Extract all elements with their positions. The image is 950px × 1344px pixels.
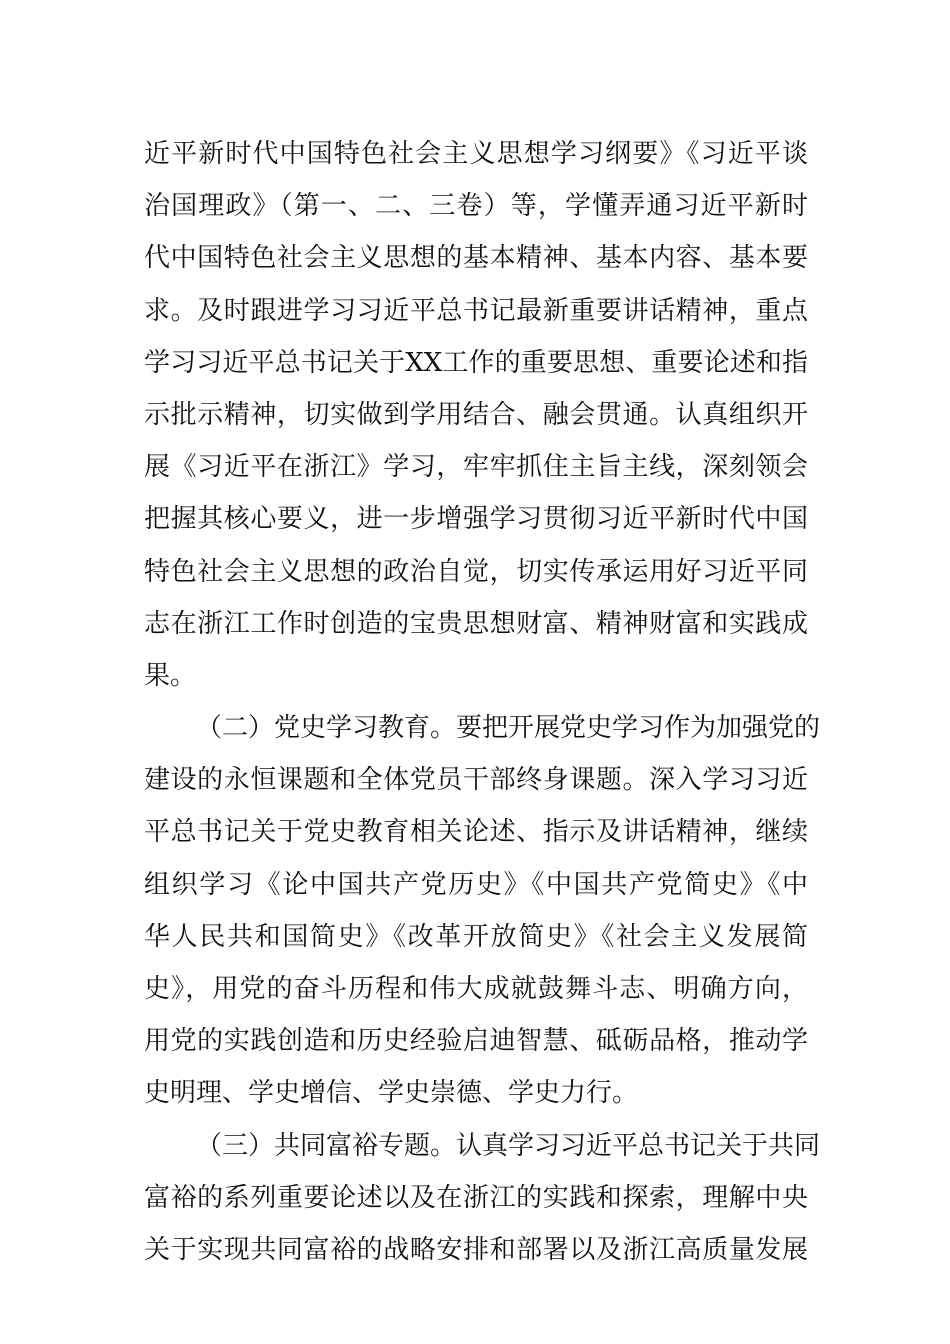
text-line: 学习习近平总书记关于XX工作的重要思想、重要论述和指: [144, 347, 808, 378]
text-line: 治国理政》（第一、二、三卷）等，学懂弄通习近平新时: [144, 191, 808, 222]
text-line: 代中国特色社会主义思想的基本精神、基本内容、基本要: [144, 243, 808, 274]
text-line: 近平新时代中国特色社会主义思想学习纲要》《习近平谈: [144, 139, 808, 169]
text-line: 把握其核心要义，进一步增强学习贯彻习近平新时代中国: [144, 504, 808, 535]
text-line: 华人民共和国简史》《改革开放简史》《社会主义发展简: [144, 921, 808, 952]
text-line: 建设的永恒课题和全体党员干部终身课题。深入学习习近: [144, 765, 808, 796]
body-text: [144, 128, 821, 1276]
text-line: 平总书记关于党史教育相关论述、指示及讲话精神，继续: [144, 817, 808, 848]
text-line: 史明理、学史增信、学史崇德、学史力行。: [144, 1078, 639, 1109]
section-heading-line: （三）共同富裕专题。认真学习习近平总书记关于共同: [196, 1130, 821, 1161]
text-line: 果。: [144, 660, 197, 691]
text-line: 组织学习《论中国共产党历史》《中国共产党简史》《中: [144, 869, 808, 900]
text-line: 史》，用党的奋斗历程和伟大成就鼓舞斗志、明确方向，: [144, 974, 808, 1004]
text-line: 用党的实践创造和历史经验启迪智慧、砥砺品格，推动学: [144, 1026, 808, 1057]
text-line: 求。及时跟进学习习近平总书记最新重要讲话精神，重点: [144, 295, 808, 326]
text-line: 示批示精神，切实做到学用结合、融会贯通。认真组织开: [144, 399, 808, 430]
text-line: 富裕的系列重要论述以及在浙江的实践和探索，理解中央: [144, 1182, 808, 1213]
text-line: 关于实现共同富裕的战略安排和部署以及浙江高质量发展: [144, 1234, 808, 1265]
text-line: 志在浙江工作时创造的宝贵思想财富、精神财富和实践成: [144, 608, 808, 639]
text-line: 特色社会主义思想的政治自觉，切实传承运用好习近平同: [144, 556, 808, 587]
text-line: 展《习近平在浙江》学习，牢牢抓住主旨主线，深刻领会: [144, 452, 808, 483]
section-heading-line: （二）党史学习教育。要把开展党史学习作为加强党的: [196, 713, 821, 744]
